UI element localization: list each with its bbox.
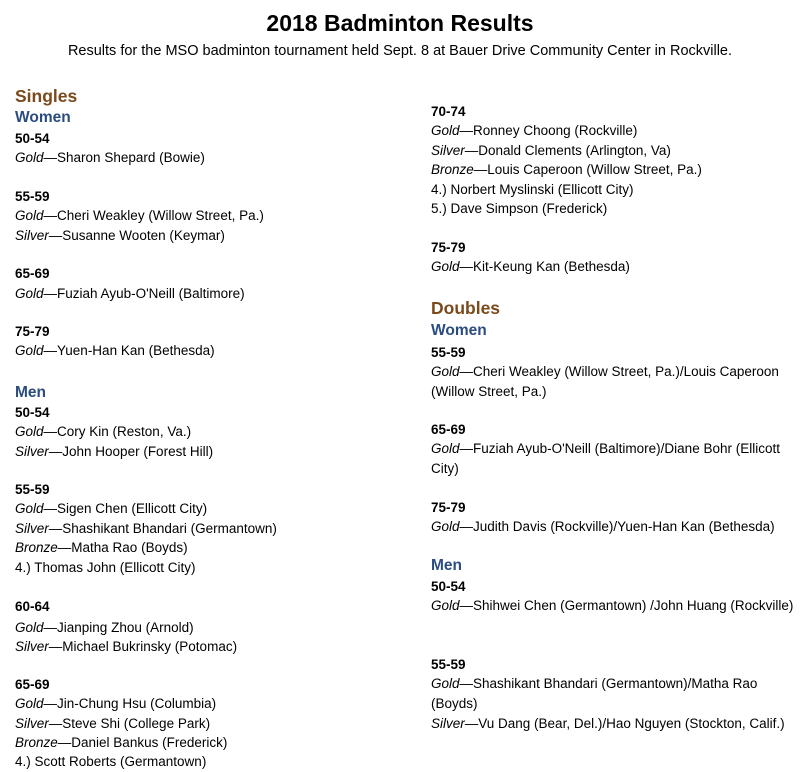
result-text: Jianping Zhou (Arnold): [57, 620, 194, 635]
result-line: [15, 538, 188, 558]
result-line: 4.) Thomas John (Ellicott City): [15, 560, 196, 575]
dash: —: [43, 208, 58, 223]
medal-label: Gold: [15, 424, 44, 439]
result-line: [15, 637, 237, 657]
dash: —: [459, 676, 474, 691]
result-line: [15, 226, 225, 246]
dash: —: [464, 716, 479, 731]
result-text: Cheri Weakley (Willow Street, Pa.)/Louis Caperoon (Willow Street, Pa.): [431, 364, 779, 399]
result-line: [431, 674, 797, 713]
medal-label: Gold: [15, 620, 44, 635]
result-line: 5.) Dave Simpson (Frederick): [431, 201, 608, 216]
medal-label: Bronze: [15, 735, 58, 750]
age-bracket: 50-54: [15, 131, 50, 146]
medal-label: Gold: [431, 441, 460, 456]
dash: —: [43, 501, 58, 516]
result-line: [431, 141, 671, 161]
page-subtitle: Results for the MSO badminton tournament held Sept. 8 at Bauer Drive Community Center in Rockville.: [67, 43, 733, 59]
result-line: 4.) Norbert Myslinski (Ellicott City): [431, 182, 634, 197]
section-heading-singles: Singles: [15, 86, 78, 106]
result-text: Donald Clements (Arlington, Va): [478, 143, 671, 158]
age-bracket: 55-59: [431, 345, 466, 360]
dash: —: [48, 521, 63, 536]
result-line: [431, 121, 637, 141]
result-text: Jin-Chung Hsu (Columbia): [57, 696, 217, 711]
age-bracket: 75-79: [15, 324, 50, 339]
medal-label: Gold: [431, 676, 460, 691]
dash: —: [57, 540, 72, 555]
medal-label: Gold: [15, 150, 44, 165]
result-text: Susanne Wooten (Keymar): [62, 228, 225, 243]
result-line: [15, 206, 264, 226]
result-text: Michael Bukrinsky (Potomac): [62, 639, 238, 654]
group-heading-doubles-men: Men: [431, 557, 462, 574]
medal-label: Gold: [431, 519, 460, 534]
medal-label: Gold: [15, 286, 44, 301]
age-bracket: 50-54: [431, 579, 466, 594]
result-line: [15, 422, 191, 442]
medal-label: Gold: [15, 343, 44, 358]
medal-label: Gold: [15, 696, 44, 711]
age-bracket: 65-69: [431, 422, 466, 437]
medal-label: Gold: [431, 259, 460, 274]
result-line: [431, 714, 797, 734]
dash: —: [57, 735, 72, 750]
dash: —: [43, 696, 58, 711]
medal-label: Silver: [15, 228, 49, 243]
result-line: [431, 257, 630, 277]
result-line: [431, 160, 702, 180]
age-bracket: 55-59: [15, 482, 50, 497]
medal-label: Gold: [431, 598, 460, 613]
result-line: [15, 284, 245, 304]
result-line: [431, 517, 775, 537]
result-text: Steve Shi (College Park): [62, 716, 211, 731]
result-line: [431, 362, 797, 401]
result-line: [15, 618, 194, 638]
age-bracket: 70-74: [431, 104, 466, 119]
result-text: Shashikant Bhandari (Germantown): [62, 521, 277, 536]
result-text: Sigen Chen (Ellicott City): [57, 501, 208, 516]
age-bracket: 55-59: [15, 189, 50, 204]
result-text: Shashikant Bhandari (Germantown)/Matha Rao (Boyds): [431, 676, 758, 711]
result-line: [15, 519, 277, 539]
result-line: [431, 439, 797, 478]
result-line: [15, 442, 213, 462]
dash: —: [459, 259, 474, 274]
result-text: Fuziah Ayub-O'Neill (Baltimore): [57, 286, 245, 301]
medal-label: Silver: [15, 639, 49, 654]
medal-label: Bronze: [15, 540, 58, 555]
age-bracket: 65-69: [15, 677, 50, 692]
page-title: 2018 Badminton Results: [266, 10, 534, 36]
result-line: [15, 499, 207, 519]
result-text: Shihwei Chen (Germantown) /John Huang (Rockville): [473, 598, 794, 613]
age-bracket: 60-64: [15, 599, 50, 614]
dash: —: [459, 123, 474, 138]
dash: —: [459, 519, 474, 534]
result-line: [15, 714, 210, 734]
group-heading-doubles-women: Women: [431, 322, 487, 339]
dash: —: [48, 639, 63, 654]
result-text: Judith Davis (Rockville)/Yuen-Han Kan (Bethesda): [473, 519, 775, 534]
dash: —: [473, 162, 488, 177]
result-text: Sharon Shepard (Bowie): [57, 150, 205, 165]
medal-label: Gold: [15, 208, 44, 223]
result-text: Kit-Keung Kan (Bethesda): [473, 259, 630, 274]
result-text: Matha Rao (Boyds): [71, 540, 188, 555]
group-heading-singles-men: Men: [15, 384, 46, 401]
result-text: Vu Dang (Bear, Del.)/Hao Nguyen (Stockton, Calif.): [478, 716, 785, 731]
dash: —: [43, 620, 58, 635]
dash: —: [459, 441, 474, 456]
age-bracket: 50-54: [15, 405, 50, 420]
dash: —: [43, 343, 58, 358]
medal-label: Silver: [431, 716, 465, 731]
result-text: Louis Caperoon (Willow Street, Pa.): [487, 162, 702, 177]
dash: —: [48, 716, 63, 731]
dash: —: [43, 286, 58, 301]
result-text: Daniel Bankus (Frederick): [71, 735, 228, 750]
medal-label: Bronze: [431, 162, 474, 177]
result-text: John Hooper (Forest Hill): [62, 444, 214, 459]
medal-label: Silver: [431, 143, 465, 158]
result-line: 4.) Scott Roberts (Germantown): [15, 754, 207, 769]
result-line: [15, 733, 227, 753]
result-text: Ronney Choong (Rockville): [473, 123, 638, 138]
medal-label: Silver: [15, 716, 49, 731]
dash: —: [464, 143, 479, 158]
age-bracket: 65-69: [15, 266, 50, 281]
dash: —: [43, 424, 58, 439]
result-text: Fuziah Ayub-O'Neill (Baltimore)/Diane Bohr (Ellicott City): [431, 441, 780, 476]
result-text: Yuen-Han Kan (Bethesda): [57, 343, 215, 358]
result-text: Cory Kin (Reston, Va.): [57, 424, 192, 439]
medal-label: Gold: [431, 123, 460, 138]
medal-label: Silver: [15, 521, 49, 536]
dash: —: [48, 228, 63, 243]
dash: —: [459, 364, 474, 379]
dash: —: [48, 444, 63, 459]
result-line: [431, 596, 797, 616]
result-text: Cheri Weakley (Willow Street, Pa.): [57, 208, 264, 223]
result-line: [15, 148, 205, 168]
age-bracket: 55-59: [431, 657, 466, 672]
age-bracket: 75-79: [431, 240, 466, 255]
group-heading-singles-women: Women: [15, 109, 71, 126]
medal-label: Gold: [15, 501, 44, 516]
section-heading-doubles: Doubles: [431, 298, 501, 318]
dash: —: [43, 150, 58, 165]
age-bracket: 75-79: [431, 500, 466, 515]
medal-label: Gold: [431, 364, 460, 379]
result-line: [15, 341, 215, 361]
dash: —: [459, 598, 474, 613]
result-line: [15, 694, 216, 714]
medal-label: Silver: [15, 444, 49, 459]
